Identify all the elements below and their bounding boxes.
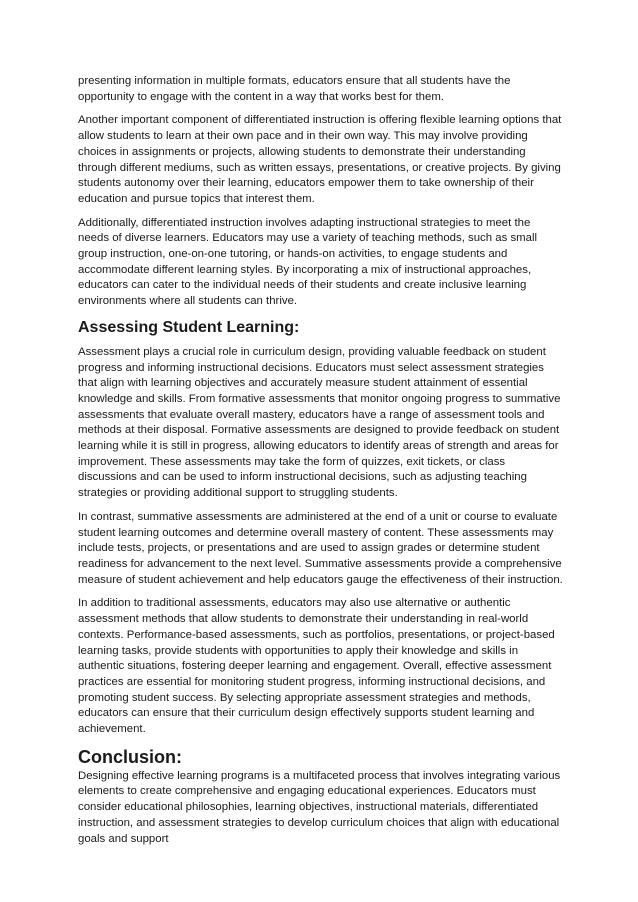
paragraph-summative-assessments: In contrast, summative assessments are administered at the end of a unit or course to evaluate student learning outcomes and determine overall mastery of content. These assessments may include tests, projects, or presentations and are used to assign grades or determine student readiness for advancement to the next level. Summative assessments provide a comprehensive measure of student achievement and help educators gauge the effectiveness of their instruction. [78,510,563,586]
paragraph-alternative-assessments: In addition to traditional assessments, educators may also use alternative or authentic assessment methods that allow students to demonstrate their understanding in real-world contexts. Performance-based assessments, such as portfolios, presentations, or project-based learning tasks, provide students with opportunities to apply their knowledge and skills in authentic situations, fostering deeper learning and engagement. Overall, effective assessment practices are essential for monitoring student progress, informing instructional decisions, and promoting student success. By selecting appropriate assessment strategies and methods, educators can ensure that their curriculum design effectively supports student learning and achievement. [78,597,555,736]
paragraph-conclusion: Designing effective learning programs is a multifaceted process that involves integrating various elements to create comprehensive and engaging educational experiences. Educators must consider educational philosophies, learning objectives, instructional materials, differentiated instruction, and assessment strategies to develop curriculum choices that align with educational goals and support [78,769,561,845]
document-page [78,74,564,855]
heading-assessing-student-learning: Assessing Student Learning: [78,318,300,336]
paragraph-assessment-role: Assessment plays a crucial role in curriculum design, providing valuable feedback on student progress and informing instructional decisions. Educators must select assessment strategies that align with learning objectives and accurately measure student attainment of essential knowledge and skills. From formative assessments that monitor ongoing progress to summative assessments that evaluate overall mastery, educators have a range of assessment tools and methods at their disposal. Formative assessments are designed to provide feedback on student learning while it is still in progress, allowing educators to identify areas of strength and areas for improvement. These assessments may take the form of quizzes, exit tickets, or class discussions and can be used to inform instructional decisions, such as adjusting teaching strategies or providing additional support to struggling students. [78,345,561,500]
paragraph-intro-continuation: presenting information in multiple formats, educators ensure that all students have the opportunity to engage with the content in a way that works best for them. [78,75,511,103]
paragraph-flexible-learning: Another important component of differentiated instruction is offering flexible learning options that allow students to learn at their own pace and in their own way. This may involve providing choices in assignments or projects, allowing students to demonstrate their understanding through different mediums, such as written essays, presentations, or creative projects. By giving students autonomy over their learning, educators empower them to take ownership of their education and pursue topics that interest them. [78,114,562,205]
paragraph-instructional-strategies: Additionally, differentiated instruction involves adapting instructional strategies to meet the needs of diverse learners. Educators may use a variety of teaching methods, such as small group instruction, one-on-one tutoring, or hands-on activities, to engage students and accommodate different learning styles. By incorporating a mix of instructional approaches, educators can cater to the individual needs of their students and create inclusive learning environments where all students can thrive. [78,216,538,308]
heading-conclusion: Conclusion: [78,746,182,767]
